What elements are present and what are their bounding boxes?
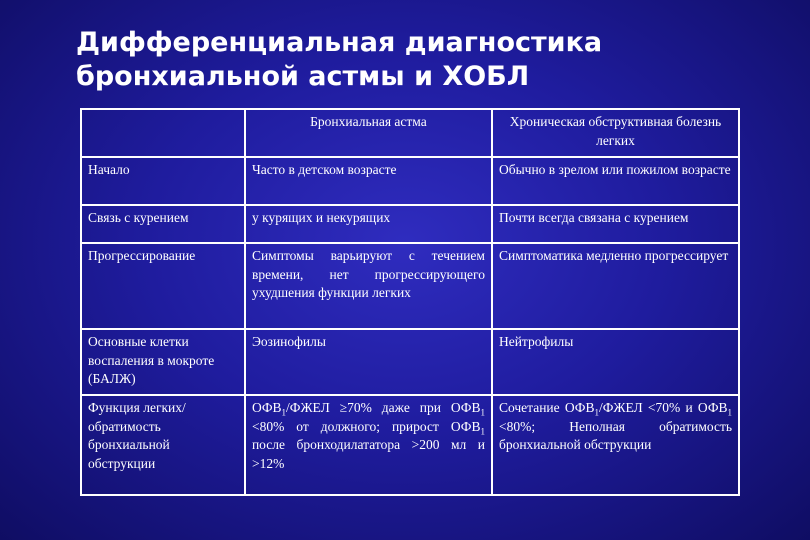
copd-cells: Нейтрофилы — [492, 329, 739, 395]
copd-smoking: Почти всегда связана с курением — [492, 205, 739, 243]
slide-title — [76, 26, 776, 94]
asthma-lf-sub-3: 1 — [480, 426, 485, 437]
slide-title-line-2: бронхиальной астмы и ХОБЛ — [76, 61, 530, 92]
header-copd: Хроническая обструктивная болезнь легких — [492, 109, 739, 157]
asthma-lf-part-2: /ФЖЕЛ ≥70% даже при ОФВ — [286, 400, 481, 415]
table-row — [81, 329, 739, 395]
copd-progression: Симптоматика медленно прогрессирует — [492, 243, 739, 329]
row-label-progression: Прогрессирование — [81, 243, 245, 329]
copd-onset: Обычно в зрелом или пожилом возрасте — [492, 157, 739, 205]
asthma-progression: Симптомы варьируют с течением времени, нет прогрессирующего ухудшения функции легких — [245, 243, 492, 329]
row-label-inflammatory-cells: Основные клетки воспаления в мокроте (БАЛЖ) — [81, 329, 245, 395]
copd-lf-sub-1: 1 — [594, 407, 599, 418]
asthma-smoking: у курящих и некурящих — [245, 205, 492, 243]
copd-lf-sub-2: 1 — [727, 407, 732, 418]
asthma-lf-part-4: после бронходилататора >200 мл и >12% — [251, 437, 485, 471]
table-row — [81, 157, 739, 205]
table-header-row — [81, 109, 739, 157]
asthma-lung-function — [245, 395, 492, 495]
slide-title-line-1: Дифференциальная диагностика — [76, 27, 603, 58]
header-asthma: Бронхиальная астма — [245, 109, 492, 157]
table-row — [81, 243, 739, 329]
table-row — [81, 395, 739, 495]
comparison-table — [80, 108, 740, 496]
table-row — [81, 205, 739, 243]
row-label-smoking: Связь с курением — [81, 205, 245, 243]
copd-lung-function — [492, 395, 739, 495]
asthma-lf-sub-2: 1 — [480, 407, 485, 418]
asthma-onset: Часто в детском возрасте — [245, 157, 492, 205]
copd-lf-part-2: /ФЖЕЛ <70% и ОФВ — [598, 400, 728, 415]
asthma-lf-part-1: ОФВ — [251, 400, 282, 415]
copd-lf-part-3: <80%; Неполная обратимость бронхиальной обструкции — [498, 418, 732, 452]
asthma-cells: Эозинофилы — [245, 329, 492, 395]
copd-lf-part-1: Сочетание ОФВ — [498, 400, 595, 415]
row-label-onset: Начало — [81, 157, 245, 205]
asthma-lf-sub-1: 1 — [281, 407, 287, 418]
header-empty-cell — [81, 109, 245, 157]
row-label-lung-function: Функция легких/обратимость бронхиальной обструкции — [81, 395, 245, 495]
asthma-lf-part-3: <80% от должного; прирост ОФВ — [251, 418, 481, 434]
